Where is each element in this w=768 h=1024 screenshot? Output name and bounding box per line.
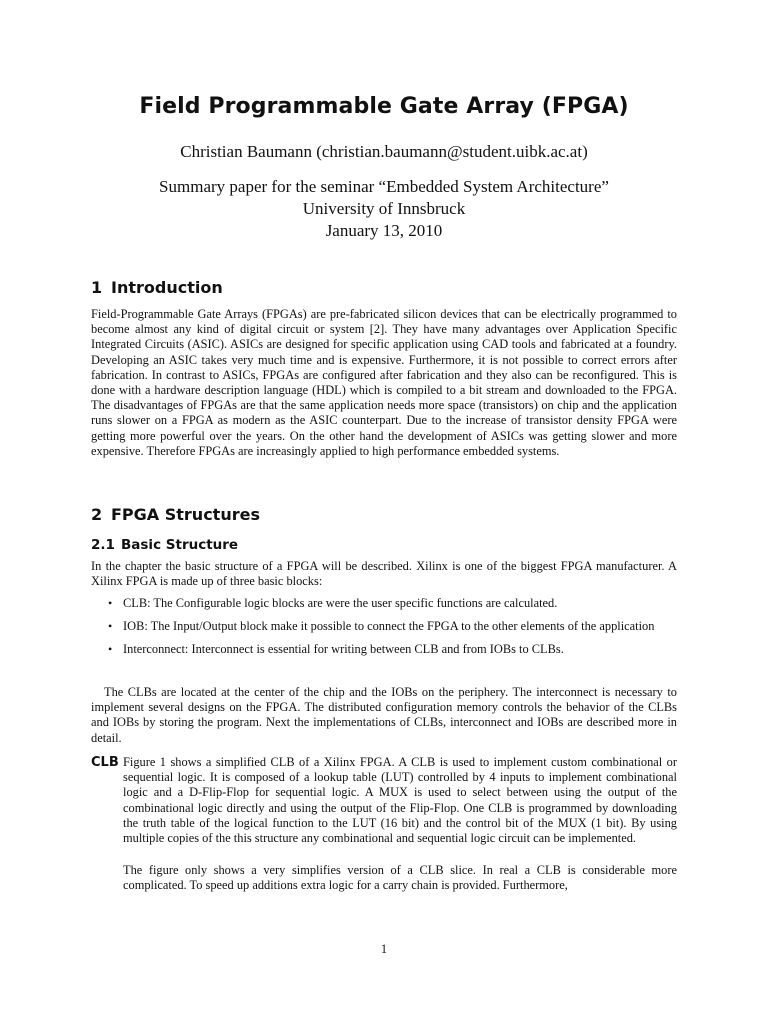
date-line: January 13, 2010: [325, 221, 443, 240]
paper-title: Field Programmable Gate Array (FPGA): [139, 94, 629, 119]
clb-paragraph-2: The figure only shows a very simplifies version of a CLB slice. In real a CLB is considerable more complicated. To speed up additions extra logic for a carry chain is provided. Furthermore,: [123, 863, 677, 893]
bullet-icon: •: [108, 642, 113, 657]
subsection-heading-basic-structure: [91, 537, 238, 553]
section-heading-fpga-structures: [91, 505, 260, 524]
bullet-icon: •: [108, 596, 113, 610]
section-title: Introduction: [111, 278, 223, 297]
bullet-icon: •: [108, 619, 113, 634]
list-item: • IOB: The Input/Output block make it possible to connect the FPGA to the other elements of the application: [108, 619, 655, 634]
author-line: Christian Baumann (christian.baumann@student.uibk.ac.at): [180, 142, 588, 161]
basic-blocks-list: [91, 596, 677, 658]
affiliation-block: [0, 176, 768, 242]
clb-paragraph-1: Figure 1 shows a simplified CLB of a Xilinx FPGA. A CLB is used to implement custom combinational or sequential logic. It is composed of a lookup table (LUT) controlled by 4 inputs to implement combinational logic and a D-Flip-Flop for sequential logic. A MUX is used to select between using the output of the combinational logic directly and using the output of the Flip-Flop. One CLB is programmed by downloading the truth table of the logical function to the LUT (16 bit) and the control bit of the MUX (1 bit). By using multiple copies of the this structure any combinational and sequential logic circuit can be implemented.: [123, 755, 677, 846]
list-item: • CLB: The Configurable logic blocks are were the user specific functions are calculated.: [108, 596, 558, 610]
subsection-number: 2.1: [91, 537, 115, 553]
section-number: 1: [91, 278, 103, 297]
list-item: • Interconnect: Interconnect is essential for writing between CLB and from IOBs to CLBs.: [108, 642, 564, 657]
section-number: 2: [91, 505, 103, 524]
university-line: University of Innsbruck: [302, 199, 466, 218]
subsection-title: Basic Structure: [121, 537, 239, 553]
intro-paragraph: Field-Programmable Gate Arrays (FPGAs) are pre-fabricated silicon devices that can be electrically programmed to become almost any kind of digital circuit or system [2]. They have many advantages over Application Specific Integrated Circuits (ASIC). ASICs are designed for specific application using CAD tools and fabricated at a foundry. Developing an ASIC takes very much time and is expensive. Furthermore, it is not possible to correct errors after fabrication. In contrast to ASICs, FPGAs are configured after fabrication and they also can be reconfigured. This is done with a hardware description language (HDL) which is compiled to a bit stream and downloaded to the FPGA. The disadvantages of FPGAs are that the same application needs more space (transistors) on chip and the application runs slower on a FPGA as modern as the ASIC counterpart. Due to the increase of transistor density FPGA were getting more powerful over the years. On the other hand the development of ASICs was getting slower and more expensive. Therefore FPGAs are increasingly applied to high performance embedded systems.: [91, 307, 677, 458]
page-number: 1: [380, 942, 388, 956]
basic-structure-paragraph: In the chapter the basic structure of a FPGA will be described. Xilinx is one of the biggest FPGA manufacturer. A Xilinx FPGA is made up of three basic blocks:: [91, 559, 677, 589]
section-title: FPGA Structures: [111, 505, 260, 524]
clb-iob-paragraph: The CLBs are located at the center of the chip and the IOBs on the periphery. The interconnect is necessary to implement several designs on the FPGA. The distributed configuration memory controls the behavior of the CLBs and IOBs by storing the program. Next the implementations of CLBs, interconnect and IOBs are described more in detail.: [91, 685, 677, 745]
clb-run-in-heading: CLB: [91, 755, 119, 770]
section-heading-introduction: [91, 278, 223, 297]
summary-line: Summary paper for the seminar “Embedded System Architecture”: [159, 177, 609, 196]
